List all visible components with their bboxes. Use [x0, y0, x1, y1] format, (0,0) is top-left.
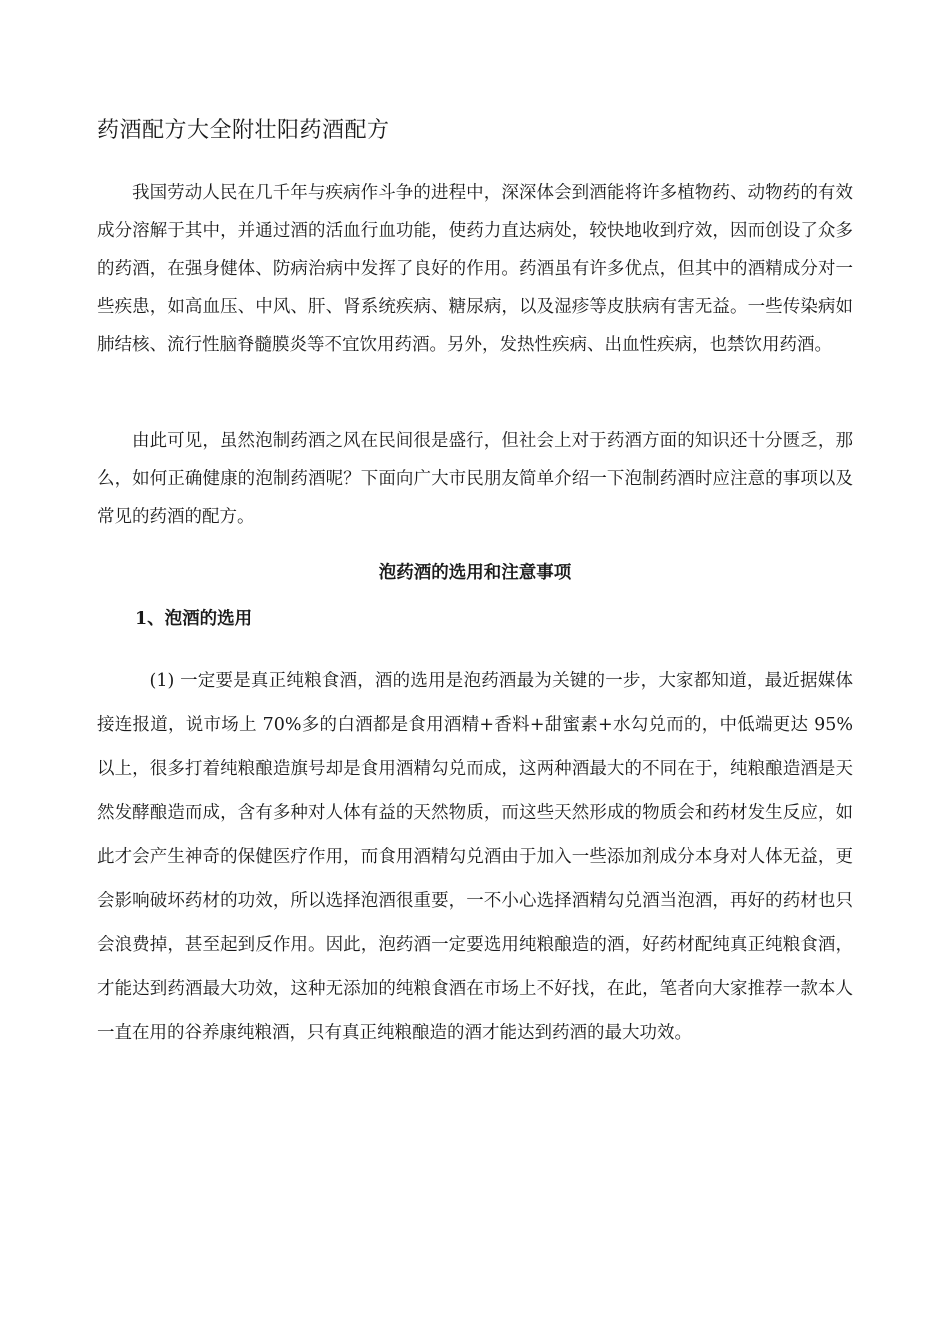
sub-heading: 1、泡酒的选用: [135, 609, 253, 629]
second-paragraph: 由此可见，虽然泡制药酒之风在民间很是盛行，但社会上对于药酒方面的知识还十分匮乏，那么，如何正确健康的泡制药酒呢？下面向广大市民朋友简单介绍一下泡制药酒时应注意的事项以及常见的药酒的配方。: [97, 431, 853, 527]
liquor-selection-paragraph: (1) 一定要是真正纯粮食酒，酒的选用是泡药酒最为关键的一步，大家都知道，最近据媒体接连报道，说市场上 70%多的白酒都是食用酒精+香料+甜蜜素+水勾兑而的，中低端更达 95%以上，很多打着纯粮酿造旗号却是食用酒精勾兑而成，这两种酒最大的不同在于，纯粮酿造酒是天然发酵酿造而成，含有多种对人体有益的天然物质，而这些天然形成的物质会和药材发生反应，如此才会产生神奇的保健医疗作用，而食用酒精勾兑酒由于加入一些添加剂成分本身对人体无益，更会影响破坏药材的功效，所以选择泡酒很重要，一不小心选择酒精勾兑酒当泡酒，再好的药材也只会浪费掉，甚至起到反作用。因此，泡药酒一定要选用纯粮酿造的酒，好药材配纯真正纯粮食酒，才能达到药酒最大功效，这种无添加的纯粮食酒在市场上不好找，在此，笔者向大家推荐一款本人一直在用的谷养康纯粮酒，只有真正纯粮酿造的酒才能达到药酒的最大功效。: [97, 671, 853, 1043]
section-heading: 泡药酒的选用和注意事项: [378, 563, 572, 583]
intro-paragraph: 我国劳动人民在几千年与疾病作斗争的进程中，深深体会到酒能将许多植物药、动物药的有效成分溶解于其中，并通过酒的活血行血功能，使药力直达病处，较快地收到疗效，因而创设了众多的药酒，在强身健体、防病治病中发挥了良好的作用。药酒虽有许多优点，但其中的酒精成分对一些疾患，如高血压、中风、肝、肾系统疾病、糖尿病，以及湿疹等皮肤病有害无益。一些传染病如肺结核、流行性脑脊髓膜炎等不宜饮用药酒。另外，发热性疾病、出血性疾病，也禁饮用药酒。: [97, 183, 853, 355]
document-title: 药酒配方大全附壮阳药酒配方: [97, 118, 390, 143]
